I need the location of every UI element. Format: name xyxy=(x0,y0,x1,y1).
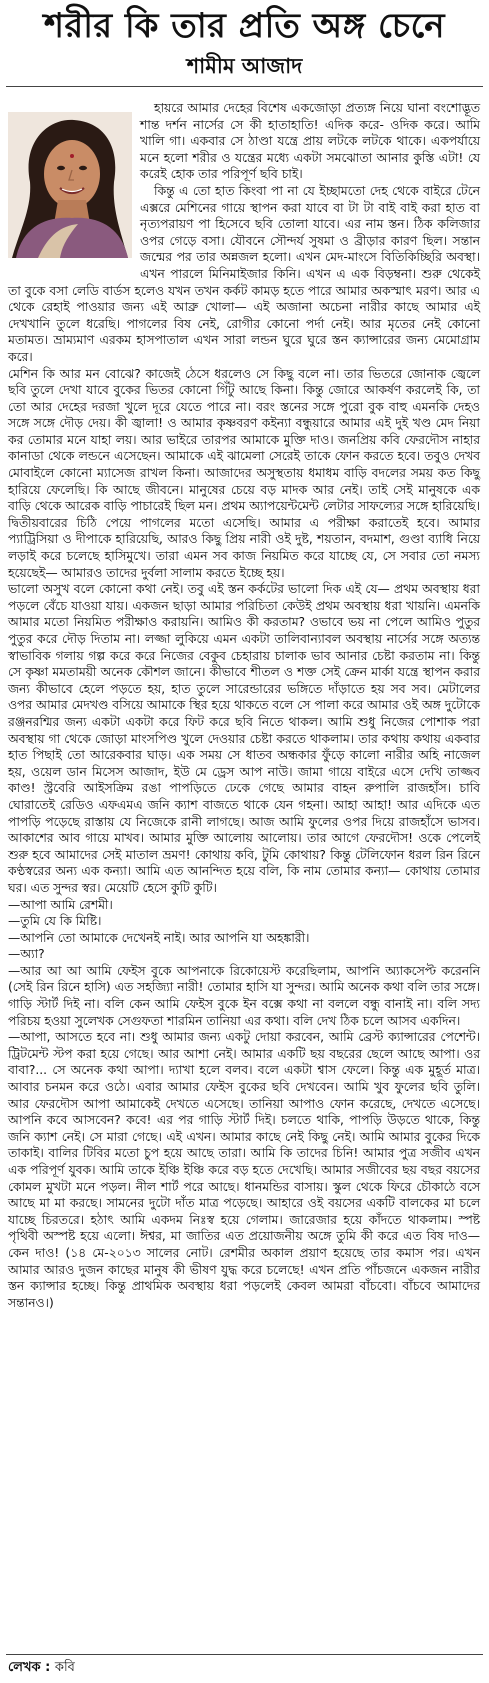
paragraph: ভালো অসুখ বলে কোনো কথা নেই। তবু এই স্তন কর্কটের ভালো দিক এই যে— প্রথম অবস্থায় ধরা পড়লে বেঁচে যাওয়া যায়। একজন ছাড়া আমার পরিচিতা কেউই প্রথম অবস্থায় ধরা খায়নি। এমনকি আমার মতো নিয়মিত পরীক্ষাও করায়নি। আমিও কী করতাম? ওভাবে ভয় না পেলে আমিও পুতুর পুতুর করে দৌড় দিতাম না। লজ্জা লুকিয়ে এমন একটা তালিবান্যাবল অবস্থায় নার্সের সঙ্গে অত্যন্ত স্বাভাবিক গলায় গল্প করে করে নিজের বেকুব চেহারায় চালাক ভাব আনার চেষ্টা করতাম না। কিন্তু সে কৃষ্ণা মমতাময়ী অনেক কৌশল জানে। কীভাবে শীতল ও শক্ত সেই ক্রেন মার্কা যন্ত্রে স্থাপন করার জন্য কীভাবে হেলে পড়তে হয়, হাত তুলে সারেন্ডারের ভঙ্গিতে দাঁড়াতে হয় সব সব। মেটালের ওপর আমার মেদখণ্ড বসিয়ে আমাকে স্থির হয়ে থাকতে বলে সে পালা করে আমার ওই অঙ্গ দুটোকে রঞ্জনরশ্মির জন্য একটা একটা করে ফিট করে ছবি নিতে থাকল। আমি শুধু নিজের পোশাক পরা অবস্থায় গা থেকে জোড়া মাংসপিণ্ড খুলে দেওয়ার চেষ্টা করতে থাকলাম। তার কথায় কথায় একবার হাত পিছাই তো আরেকবার ঘাড়। এক সময় সে ধাতব অন্ধকার ফুঁড়ে কালো নারীর অহি নাজেল হয়, ওয়েল ডান মিসেস আজাদ, ইউ মে ড্রেস আপ নাউ। জামা গায়ে বাইরে এসে দেখি তাজ্জব কাণ্ড! স্ট্রবেরি আইসক্রিম রঙা পাপড়িতে ঢেকে গেছে আমার বাহন রুপালি রাজহাঁস। চাবি ঘোরাতেই রেডিও এফএমএ জনি ক্যাশ বাজতে থাকে যেন গহনা। আহা আহা! আর এদিকে এত পাপড়ি পড়েছে রাস্তায় যে নিজেকে রানী লাগছে। আজ আমি ফুলের ওপর দিয়ে রাজহাঁসে ভাসব। আকাশের আব গায়ে মাখব। আমার মুক্তি আলোয় আলোয়। তার আগে ফেরদৌস! ওকে পেলেই শুরু হবে আমাদের সেই মাতাল ভ্রমণ! কোথায় কবি, টুমি কোথায়? কিন্তু টেলিফোন ধরল রিন রিনে কণ্ঠস্বরের অন্য এক কন্যা। আমি এত আনন্দিত হয়ে বলি, কি নাম তোমার কন্যা— কোথায় তোমার ঘর। এত সুন্দর স্বর। মেয়েটি হেসে কুটি কুটি। xyxy=(8,582,480,895)
dialog-line: —তুমি যে কি মিষ্টি। xyxy=(8,914,102,929)
paragraph: মেশিন কি আর মন বোঝে? কাজেই ঠেসে ধরলেও সে কিছু বলে না। তার ভিতরে জোনাক জ্বেলে ছবি তুলে দেখা যাবে বুকের ভিতর কোনো গিঁটু আছে কিনা। কিন্তু জোরে আকর্ষণ করলেই কি, তা তো আর দেহের দরজা খুলে দূরে যেতে পারে না। বরং স্তনের সঙ্গে পুরো বুক বাহু এমনকি দেহও সঙ্গে সঙ্গে দৌড় দেয়। কী জ্বালা! ও আমার কৃষ্ণবরণ কইন্যা বন্ধুয়ারে আমার এই দুই খণ্ড মেদ নিয়া কর তোমার মনে যাহা লয়। আর ভাইরে তারপর আমাকে মুক্তি দাও। জনপ্রিয় কবি ফেরদৌস নাহার কানাডা থেকে লন্ডনে এসেছেন। আমাকে এই ঝামেলা সেরেই তাকে ফোন করতে হবে। তবুও দেখব মোবাইলে কোনো ম্যাসেজ রাখল কিনা। আজাদের অসুস্থতায় ধমাধম বাড়ি বদলের সময় কত কিছু হারিয়ে ফেলেছি। কি আছে জীবনে। মানুষের চেয়ে বড় মাদক আর নেই। তাই সেই মানুষকে এক বাড়ি থেকে আরেক বাড়ি পাচারেই ছিল মন। প্রথম অ্যাপয়েন্টমেন্ট লেটার সাফল্যের সঙ্গে হারিয়েছি। দ্বিতীয়বারের চিঠি পেয়ে পাগলের মতো এসেছি। আমার এ পরীক্ষা করাতেই হবে। আমার প্যাট্রিসিয়া ও দীপাকে হারিয়েছি, আরও কিছু প্রিয় নারী ওই দুষ্ট, শয়তান, বদমাশ, গুণ্ডা ব্যাধি নিয়ে লড়াই করে চলেছে হাসিমুখে। তারা এমন সব কাজ নিয়মিত করে যাচ্ছে যে, সে সবার তো নমস্য হয়েছেই— আমারও তাদের দুর্বলা সালাম করতে ইচ্ছে হয়। xyxy=(8,366,480,580)
author-name: শামীম আজাদ xyxy=(186,54,303,78)
dialog-line: —আপা, আসতে হবে না। শুধু আমার জন্য একটু দোয়া করবেন, আমি ব্রেস্ট ক্যান্সারের পেশেন্ট। ট্রিটমেন্ট স্টপ করা হয়ে গেছে। আর আশা নেই। আমার একটি ছয় বছরের ছেলে আছে আপা। ওর বাবা?... সে অনেক কথা আপা। দ্যাখা হলে বলব। বলে একটা শ্বাস ফেলে। কিন্তু এক মুহূর্ত মাত্র। আবার চনমন করে ওঠে। এবার আমার ফেইস বুকের ছবি দেখবেন। আমি খুব ফুলের ছবি তুলি। আর ফেরদৌস আপা আমাকেই দেখতে এসেছে। তানিয়া আপাও ফোন করেছে, দেখতে এসেছে। আপনি কবে আসবেন? কবে! এর পর গাড়ি স্টার্ট দিই। চলতে থাকি, পাপড়ি উড়তে থাকে, কিন্তু জনি ক্যাশ নেই। সে মারা গেছে। এই এখন। আমার কাছে নেই কিছু নেই। আমি আমার বুকের দিকে তাকাই। বালির টিবির মতো চুপ হয়ে আছে তারা। আমি কি তাদের চিনি! আমার পুত্র সজীব এখন এক পরিপূর্ণ যুবক। আমি তাকে ইঞ্চি ইঞ্চি করে বড় হতে দেখেছি। আমার সজীবের ছয় বছর বয়সের কোমল মুখটা মনে পড়ল। নীল শার্ট পরে আছে। ধানমন্ডির বাসায়। স্কুল থেকে ফিরে চৌকাঠে বসে আছে মা মা করছে। সামনের দুটো দাঁত মাত্র পড়েছে। আহারে ওই বয়সের একটি বালকের মা চলে যাচ্ছে চিরতরে। হঠাৎ আমি একদম নিঃস্ব হয়ে গেলাম। জারেজার হয়ে কাঁদতে থাকলাম। স্পষ্ট পৃথিবী অস্পষ্ট হয়ে এলো। ঈশ্বর, মা জাতির এত প্রয়োজনীয় অঙ্গে তুমি কী করে এত বিষ দাও— কেন দাও! (১৪ মে-২০১৩ সালের নোট। রেশমীর অকাল প্রয়াণ হয়েছে তার কমাস পর। এখন আমার আরও দুজন কাছের মানুষ কী ভীষণ যুদ্ধ করে চলেছে! এখন প্রতি পাঁচজনে একজন নারীর স্তন ক্যান্সার হচ্ছে। কিন্তু প্রাথমিক অবস্থায় ধরা পড়লেই কেবল আমরা বাঁচবো। বাঁচবে আমাদের সন্তানও।) xyxy=(8,1030,480,1310)
article-title: শরীর কি তার প্রতি অঙ্গ চেনে xyxy=(43,6,446,46)
writer-role: কবি xyxy=(54,1660,75,1675)
writer-credit xyxy=(8,1659,75,1677)
writer-separator: : xyxy=(45,1660,51,1675)
title-divider xyxy=(6,86,483,87)
dialog-line: —অ্যা? xyxy=(8,947,45,962)
writer-label: লেখক xyxy=(8,1660,41,1675)
photo-float-spacer xyxy=(8,100,140,270)
paragraph: হায়রে আমার দেহের বিশেষ একজোড়া প্রত্যঙ্গ নিয়ে ঘানা বংশোদ্ভূত শান্ত দর্শন নার্সের সে কী হাতাহাতি! এদিক করে- ওদিক করে। আমি খালি গা। একবার সে ঠাণ্ডা যন্ত্রে প্রায় লটকে লটকে থাকে। একপর্যায়ে মনে হলো শরীর ও যন্ত্রের মধ্যে একটা সমঝোতা আনার কুস্তি এটা! যে করেই হোক তার পরিপূর্ণ ছবি চাই। xyxy=(140,101,480,182)
dialog-line: —আপা আমি রেশমী। xyxy=(8,897,113,912)
article-body xyxy=(8,100,480,1311)
paragraph: কিন্তু এ তো হাত কিংবা পা না যে ইচ্ছামতো দেহ থেকে বাইরে টেনে এক্সরে মেশিনের গায়ে স্থাপন করা যাবে বা টা টা বাই বাই করা হাত বা নৃত্যপরায়ণ পা হিসেবে ছবি তোলা যাবে। এর নাম স্তন। ঠিক কলিজার ওপর গেড়ে বসা। যৌবনে সৌন্দর্য সুষমা ও ব্রীড়ার কারণ ছিল। সন্তান জন্মের পর তার অন্নজল হলো। এখন মেদ-মাংসে বিতিকিচ্ছিরি অবস্থা। এখন পারলে মিনিমাইজার কিনি। এখন এ এক বিড়ম্বনা। শুরু থেকেই তা বুকে বসা লেডি বার্ডস হলেও যখন তখন কর্কট কামড় হতে পারে আমার অকস্মাৎ মরণ। আর এ থেকে রেহাই পাওয়ার জন্য এই আব্রু খোলা— এই অজানা অচেনা নারীর কাছে আমার এই দেখখানি তুলে ধরেছি। পাগলের বিষ নেই, রোগীর কোনো পর্দা নেই। আর মৃতের নেই কোনো মতামত। ভ্রাম্যমাণ এরকম হাসপাতাল এখন সারা লন্ডন ঘুরে ঘুরে স্তন ক্যান্সারের জন্য মেমোগ্রাম করে। xyxy=(8,183,480,364)
dialog-line: —আপনি তো আমাকে দেখেনই নাই। আর আপনি যা অহঙ্কারী। xyxy=(8,930,310,945)
footer-divider xyxy=(6,1654,483,1655)
dialog-line: —আর আ আ আমি ফেইস বুকে আপনাকে রিকোয়েস্ট করেছিলাম, আপনি অ্যাকসেপ্ট করেননি (সেই রিন রিনে হাসি) এত সহজ্যিা নারী! তোমার হাসি যা সুন্দর। আমি অনেক কথা বলি তার সঙ্গে। গাড়ি স্টার্ট দিই না। বলি কেন আমি ফেইস বুকে ইন বক্সে কথা না বললে বন্ধু বানাই না। বলি সদ্য পরিচয় হওয়া সুলেখক সেগুফতা শারমিন তানিয়া এর কথা। বলি দেখ ঠিক চলে আসব একদিন। xyxy=(8,963,480,1028)
